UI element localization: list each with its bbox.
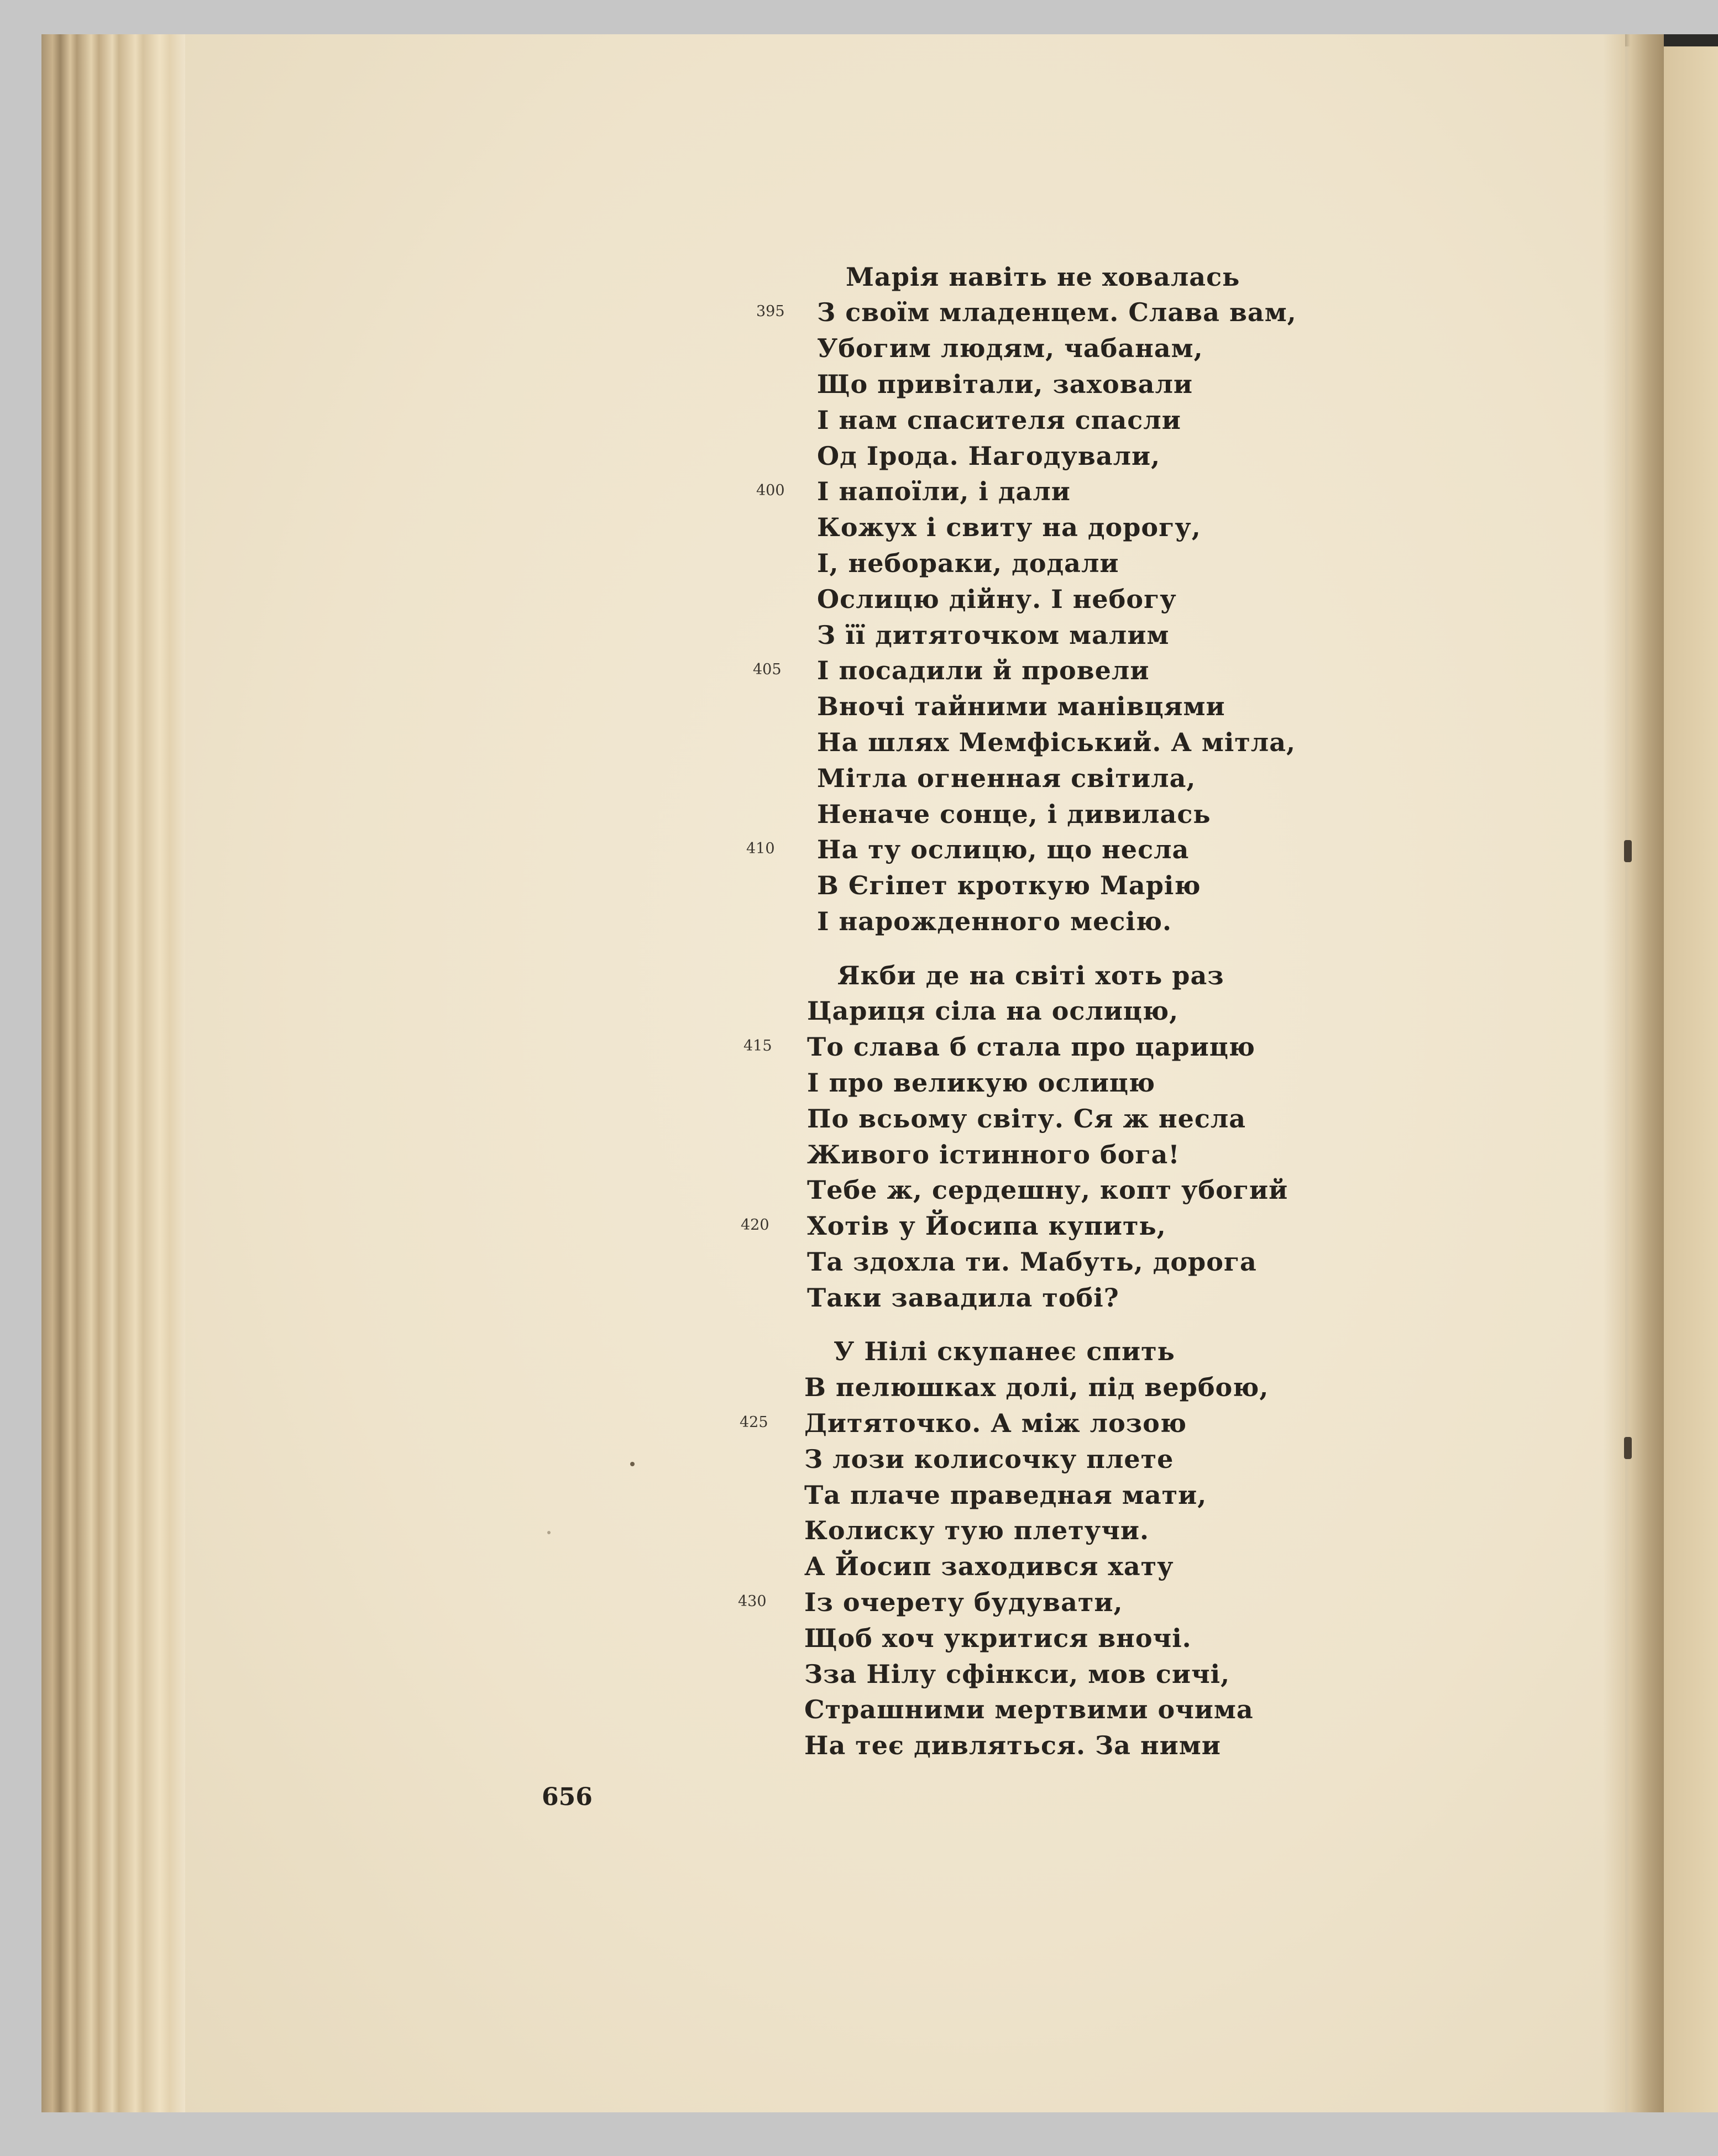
poem-line: Цариця сіла на ослицю, (807, 996, 1179, 1026)
poem-line: Та плаче праведная мати, (804, 1480, 1207, 1510)
poem-line: Страшними мертвими очима (804, 1695, 1254, 1724)
line-number: 430 (738, 1593, 767, 1610)
poem-line: Щоб хоч укритися вночі. (804, 1623, 1192, 1653)
poem-line: Убогим людям, чабанам, (817, 333, 1203, 363)
poem-line: На шлях Мемфіський. А мітла, (817, 727, 1296, 757)
poem-line: В Єгіпет кроткую Марію (817, 870, 1201, 900)
poem-line: То слава б стала про царицю (807, 1032, 1255, 1062)
poem-line: І посадили й провели (817, 655, 1150, 685)
poem-line: Дитяточко. А між лозою (804, 1408, 1187, 1438)
poem-line: Од Ірода. Нагодували, (817, 441, 1161, 471)
poem-line: Зза Нілу сфінкси, мов сичі, (804, 1659, 1230, 1689)
poem-line: Колиску тую плетучи. (804, 1515, 1150, 1545)
poem-line: Неначе сонце, і дивилась (817, 799, 1211, 829)
poem-line: Живого істинного бога! (807, 1140, 1180, 1169)
line-number: 405 (753, 661, 782, 678)
poem-line: Ослицю дійну. І небогу (817, 584, 1177, 614)
poem-line: Кожух і свиту на дорогу, (817, 512, 1201, 542)
poem-line: З своїм младенцем. Слава вам, (817, 297, 1297, 327)
page-number: 656 (542, 1783, 593, 1811)
poem-line: Що привітали, заховали (817, 369, 1193, 399)
poem-line: Вночі тайними манівцями (817, 691, 1225, 721)
poem-line: Марія навіть не ховалась (846, 262, 1240, 292)
line-number: 400 (756, 482, 785, 499)
poem-line: З її дитяточком малим (817, 620, 1170, 650)
poem-line: І нарожденного месію. (817, 906, 1172, 936)
poem-line: З лози колисочку плете (804, 1444, 1174, 1474)
line-number: 395 (756, 303, 785, 320)
poem-line: Та здохла ти. Мабуть, дорога (807, 1247, 1257, 1277)
poem-line: Із очерету будувати, (804, 1587, 1123, 1617)
poem-line: Тебе ж, сердешну, копт убогий (807, 1175, 1288, 1205)
poem-line: На ту ослицю, що несла (817, 835, 1190, 864)
poem-line: По всьому світу. Ся ж несла (807, 1104, 1246, 1134)
line-number: 415 (743, 1037, 772, 1055)
poem-line: І, небораки, додали (817, 548, 1119, 578)
line-number: 410 (746, 840, 775, 857)
line-number: 420 (741, 1216, 769, 1234)
poem-line: І про великую ослицю (807, 1068, 1156, 1098)
poem-line: Мітла огненная світила, (817, 763, 1196, 793)
poem-line: І напоїли, і дали (817, 476, 1071, 506)
poem-line: Хотів у Йосипа купить, (807, 1211, 1166, 1241)
poem-line: Якби де на світі хоть раз (837, 961, 1224, 990)
poem-line: Таки завадила тобі? (807, 1283, 1119, 1313)
poem-line: На теє дивляться. За ними (804, 1730, 1221, 1760)
poem-line: А Йосип заходився хату (804, 1551, 1174, 1581)
poem-line: В пелюшках долі, під вербою, (804, 1372, 1269, 1402)
line-number: 425 (740, 1414, 768, 1431)
poem-line: І нам спасителя спасли (817, 405, 1181, 435)
poem-line: У Нілі скупанеє спить (834, 1336, 1175, 1366)
